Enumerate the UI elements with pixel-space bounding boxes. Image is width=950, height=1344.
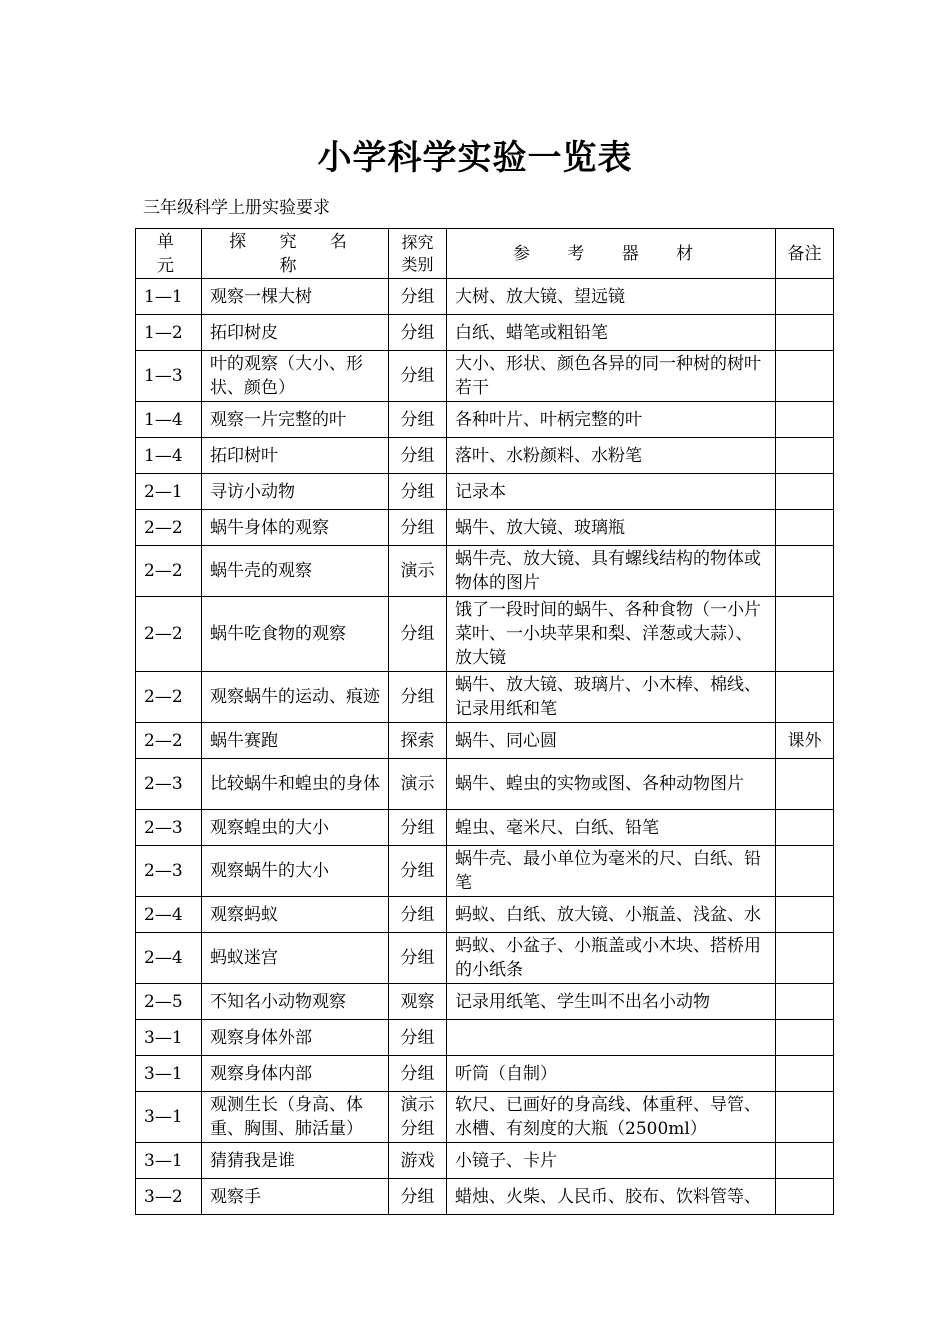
cell-materials: 蚂蚁、白纸、放大镜、小瓶盖、浅盆、水 xyxy=(447,897,776,933)
cell-note xyxy=(776,279,834,315)
cell-name: 比较蜗牛和蝗虫的身体 xyxy=(202,759,389,810)
cell-note xyxy=(776,759,834,810)
cell-unit: 1—3 xyxy=(136,351,202,402)
cell-name: 观察蚂蚁 xyxy=(202,897,389,933)
cell-name: 观测生长（身高、体重、胸围、肺活量） xyxy=(202,1092,389,1143)
cell-name: 观察蜗牛的运动、痕迹 xyxy=(202,672,389,723)
cell-unit: 3—1 xyxy=(136,1143,202,1179)
cell-type: 分组 xyxy=(389,474,447,510)
cell-unit: 2—1 xyxy=(136,474,202,510)
cell-unit: 1—1 xyxy=(136,279,202,315)
cell-type: 分组 xyxy=(389,279,447,315)
experiment-table xyxy=(135,228,834,1215)
cell-materials: 蜡烛、火柴、人民币、胶布、饮料管等、 xyxy=(447,1179,776,1215)
cell-type: 分组 xyxy=(389,402,447,438)
cell-note xyxy=(776,402,834,438)
cell-note xyxy=(776,1056,834,1092)
cell-type: 演示分组 xyxy=(389,1092,447,1143)
section-subtitle: 三年级科学上册实验要求 xyxy=(143,198,330,218)
cell-note xyxy=(776,315,834,351)
table-row xyxy=(136,279,834,315)
cell-name: 蜗牛壳的观察 xyxy=(202,546,389,597)
cell-unit: 1—4 xyxy=(136,438,202,474)
cell-type: 演示 xyxy=(389,546,447,597)
cell-unit: 2—5 xyxy=(136,984,202,1020)
cell-unit: 1—4 xyxy=(136,402,202,438)
table-row xyxy=(136,474,834,510)
cell-unit: 2—3 xyxy=(136,810,202,846)
table-row xyxy=(136,1056,834,1092)
cell-note xyxy=(776,672,834,723)
cell-note xyxy=(776,351,834,402)
cell-type: 分组 xyxy=(389,315,447,351)
table-row xyxy=(136,897,834,933)
cell-materials: 听筒（自制） xyxy=(447,1056,776,1092)
cell-materials: 落叶、水粉颜料、水粉笔 xyxy=(447,438,776,474)
table-row xyxy=(136,315,834,351)
cell-note: 课外 xyxy=(776,723,834,759)
table-row xyxy=(136,933,834,984)
cell-name: 观察一片完整的叶 xyxy=(202,402,389,438)
header-type-line2: 类别 xyxy=(401,254,434,274)
page-title: 小学科学实验一览表 xyxy=(317,138,633,178)
cell-unit: 3—1 xyxy=(136,1020,202,1056)
table-row xyxy=(136,402,834,438)
cell-name: 蜗牛赛跑 xyxy=(202,723,389,759)
table-row xyxy=(136,672,834,723)
cell-note xyxy=(776,1092,834,1143)
header-type xyxy=(389,229,447,279)
cell-type: 分组 xyxy=(389,1020,447,1056)
cell-note xyxy=(776,846,834,897)
table-row xyxy=(136,510,834,546)
cell-note xyxy=(776,1020,834,1056)
cell-note xyxy=(776,510,834,546)
cell-materials: 大小、形状、颜色各异的同一种树的树叶若干 xyxy=(447,351,776,402)
cell-note xyxy=(776,1179,834,1215)
cell-name: 蜗牛吃食物的观察 xyxy=(202,597,389,672)
cell-materials: 蚂蚁、小盆子、小瓶盖或小木块、搭桥用的小纸条 xyxy=(447,933,776,984)
cell-type: 分组 xyxy=(389,810,447,846)
cell-materials: 蜗牛、蝗虫的实物或图、各种动物图片 xyxy=(447,759,776,810)
cell-type: 分组 xyxy=(389,438,447,474)
cell-materials xyxy=(447,1020,776,1056)
cell-note xyxy=(776,984,834,1020)
cell-name: 观察蝗虫的大小 xyxy=(202,810,389,846)
cell-unit: 2—2 xyxy=(136,672,202,723)
cell-name: 观察蜗牛的大小 xyxy=(202,846,389,897)
table-row xyxy=(136,1092,834,1143)
header-note: 备注 xyxy=(776,229,834,279)
cell-unit: 2—4 xyxy=(136,897,202,933)
table-row xyxy=(136,1179,834,1215)
table-row xyxy=(136,723,834,759)
table-row xyxy=(136,846,834,897)
header-unit: 单 元 xyxy=(136,229,202,279)
table-header-row xyxy=(136,229,834,279)
cell-type: 分组 xyxy=(389,846,447,897)
table-row xyxy=(136,351,834,402)
cell-name: 观察身体内部 xyxy=(202,1056,389,1092)
header-materials: 参 考 器 材 xyxy=(447,229,776,279)
table-row xyxy=(136,984,834,1020)
cell-name: 不知名小动物观察 xyxy=(202,984,389,1020)
cell-unit: 3—2 xyxy=(136,1179,202,1215)
cell-materials: 蝗虫、毫米尺、白纸、铅笔 xyxy=(447,810,776,846)
cell-note xyxy=(776,474,834,510)
cell-unit: 2—3 xyxy=(136,759,202,810)
cell-type: 游戏 xyxy=(389,1143,447,1179)
table-row xyxy=(136,546,834,597)
cell-note xyxy=(776,933,834,984)
cell-name: 观察一棵大树 xyxy=(202,279,389,315)
cell-note xyxy=(776,1143,834,1179)
cell-materials: 饿了一段时间的蜗牛、各种食物（一小片菜叶、一小块苹果和梨、洋葱或大蒜）、放大镜 xyxy=(447,597,776,672)
cell-type: 分组 xyxy=(389,351,447,402)
cell-type: 分组 xyxy=(389,933,447,984)
cell-type: 分组 xyxy=(389,510,447,546)
cell-type: 探索 xyxy=(389,723,447,759)
cell-materials: 蜗牛、放大镜、玻璃片、小木棒、棉线、记录用纸和笔 xyxy=(447,672,776,723)
cell-name: 拓印树皮 xyxy=(202,315,389,351)
cell-note xyxy=(776,438,834,474)
cell-materials: 白纸、蜡笔或粗铅笔 xyxy=(447,315,776,351)
cell-type: 分组 xyxy=(389,597,447,672)
cell-type: 分组 xyxy=(389,897,447,933)
cell-materials: 小镜子、卡片 xyxy=(447,1143,776,1179)
table-row xyxy=(136,1020,834,1056)
cell-name: 叶的观察（大小、形状、颜色） xyxy=(202,351,389,402)
cell-type: 观察 xyxy=(389,984,447,1020)
table-row xyxy=(136,438,834,474)
cell-name: 蜗牛身体的观察 xyxy=(202,510,389,546)
cell-materials: 蜗牛壳、最小单位为毫米的尺、白纸、铅笔 xyxy=(447,846,776,897)
table-row xyxy=(136,759,834,810)
cell-materials: 记录本 xyxy=(447,474,776,510)
cell-materials: 各种叶片、叶柄完整的叶 xyxy=(447,402,776,438)
table-row xyxy=(136,597,834,672)
header-name: 探 究 名 称 xyxy=(202,229,389,279)
cell-type: 分组 xyxy=(389,1056,447,1092)
cell-unit: 2—2 xyxy=(136,597,202,672)
cell-type: 分组 xyxy=(389,672,447,723)
table-row xyxy=(136,1143,834,1179)
cell-type: 演示 xyxy=(389,759,447,810)
cell-unit: 2—2 xyxy=(136,723,202,759)
cell-unit: 2—4 xyxy=(136,933,202,984)
cell-unit: 2—2 xyxy=(136,546,202,597)
table-row xyxy=(136,810,834,846)
cell-name: 观察手 xyxy=(202,1179,389,1215)
cell-materials: 蜗牛、同心圆 xyxy=(447,723,776,759)
cell-unit: 3—1 xyxy=(136,1092,202,1143)
cell-unit: 2—2 xyxy=(136,510,202,546)
cell-note xyxy=(776,546,834,597)
cell-materials: 蜗牛壳、放大镜、具有螺线结构的物体或物体的图片 xyxy=(447,546,776,597)
cell-note xyxy=(776,897,834,933)
cell-name: 寻访小动物 xyxy=(202,474,389,510)
cell-name: 猜猜我是谁 xyxy=(202,1143,389,1179)
cell-note xyxy=(776,810,834,846)
cell-name: 蚂蚁迷宫 xyxy=(202,933,389,984)
cell-unit: 1—2 xyxy=(136,315,202,351)
cell-note xyxy=(776,597,834,672)
cell-unit: 2—3 xyxy=(136,846,202,897)
cell-materials: 记录用纸笔、学生叫不出名小动物 xyxy=(447,984,776,1020)
cell-materials: 软尺、已画好的身高线、体重秤、导管、水槽、有刻度的大瓶（2500ml） xyxy=(447,1092,776,1143)
cell-materials: 大树、放大镜、望远镜 xyxy=(447,279,776,315)
cell-name: 观察身体外部 xyxy=(202,1020,389,1056)
header-type-line1: 探究 xyxy=(401,232,434,252)
cell-name: 拓印树叶 xyxy=(202,438,389,474)
cell-unit: 3—1 xyxy=(136,1056,202,1092)
cell-type: 分组 xyxy=(389,1179,447,1215)
cell-materials: 蜗牛、放大镜、玻璃瓶 xyxy=(447,510,776,546)
